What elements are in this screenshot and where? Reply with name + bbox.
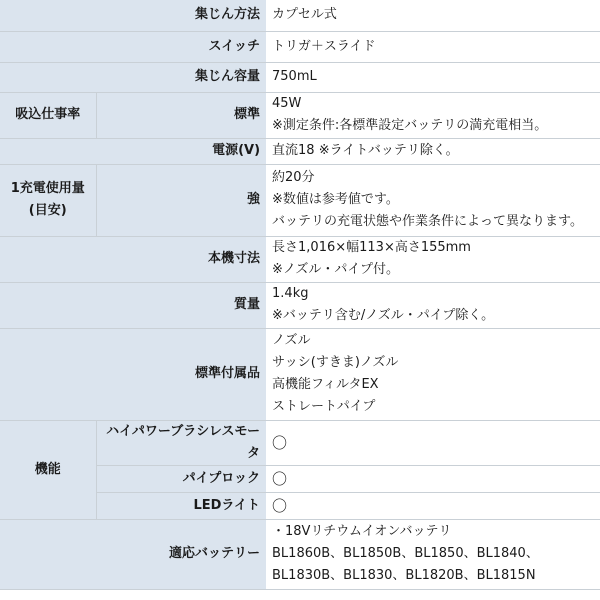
battery-line-1: ・18Vリチウムイオンバッテリ: [272, 524, 452, 539]
battery-value: [266, 519, 600, 589]
mass-line-2: ※バッテリ含む/ノズル・パイプ除く。: [272, 308, 495, 323]
dimensions-line-2: ※ノズル・パイプ付。: [272, 262, 399, 277]
mass-line-1: 1.4kg: [272, 286, 309, 301]
run-time-group-line-1: 1充電使用量: [10, 181, 85, 196]
features-group: 機能: [0, 420, 96, 519]
suction-power-label: 標準: [96, 92, 266, 138]
row-accessories: [0, 328, 600, 420]
battery-label: 適応バッテリー: [0, 519, 266, 589]
feature-led-value: 〇: [266, 492, 600, 519]
battery-line-3: BL1830B、BL1830、BL1820B、BL1815N: [272, 568, 536, 583]
switch-value: トリガ＋スライド: [266, 31, 600, 62]
row-dimensions: [0, 236, 600, 282]
row-mass: [0, 282, 600, 328]
accessory-item: ストレートパイプ: [272, 399, 376, 414]
row-collection-method: [0, 0, 600, 31]
battery-line-2: BL1860B、BL1850B、BL1850、BL1840、: [272, 546, 539, 561]
dimensions-line-1: 長さ1,016×幅113×高さ155mm: [272, 240, 471, 255]
run-time-line-3: バッテリの充電状態や作業条件によって異なります。: [272, 214, 583, 229]
capacity-label: 集じん容量: [0, 62, 266, 92]
feature-motor-label: ハイパワーブラシレスモータ: [96, 420, 266, 465]
suction-power-line-2: ※測定条件:各標準設定バッテリの満充電相当。: [272, 118, 548, 133]
row-capacity: [0, 62, 600, 92]
power-source-label: 電源(V): [0, 138, 266, 164]
run-time-group: [0, 164, 96, 236]
run-time-line-1: 約20分: [272, 170, 315, 185]
feature-led-label: LEDライト: [96, 492, 266, 519]
accessories-label: 標準付属品: [0, 328, 266, 420]
row-power-source: [0, 138, 600, 164]
dimensions-label: 本機寸法: [0, 236, 266, 282]
mass-label: 質量: [0, 282, 266, 328]
row-run-time: [0, 164, 600, 236]
suction-power-value: [266, 92, 600, 138]
dimensions-value: [266, 236, 600, 282]
feature-motor-value: 〇: [266, 420, 600, 465]
accessory-item: 高機能フィルタEX: [272, 377, 379, 392]
row-feature-motor: [0, 420, 600, 465]
row-suction-power: [0, 92, 600, 138]
suction-power-group: 吸込仕事率: [0, 92, 96, 138]
run-time-group-line-2: (目安): [28, 203, 67, 218]
accessories-value: [266, 328, 600, 420]
feature-pipe-lock-label: パイプロック: [96, 465, 266, 492]
collection-method-label: 集じん方法: [0, 0, 266, 31]
run-time-label: 強: [96, 164, 266, 236]
run-time-value: [266, 164, 600, 236]
switch-label: スイッチ: [0, 31, 266, 62]
collection-method-value: カプセル式: [266, 0, 600, 31]
run-time-line-2: ※数値は参考値です。: [272, 192, 399, 207]
row-switch: [0, 31, 600, 62]
suction-power-line-1: 45W: [272, 96, 302, 111]
row-battery: [0, 519, 600, 589]
capacity-value: 750mL: [266, 62, 600, 92]
feature-pipe-lock-value: 〇: [266, 465, 600, 492]
power-source-value: 直流18 ※ライトバッテリ除く。: [266, 138, 600, 164]
accessory-item: サッシ(すきま)ノズル: [272, 355, 399, 370]
mass-value: [266, 282, 600, 328]
accessory-item: ノズル: [272, 333, 311, 348]
